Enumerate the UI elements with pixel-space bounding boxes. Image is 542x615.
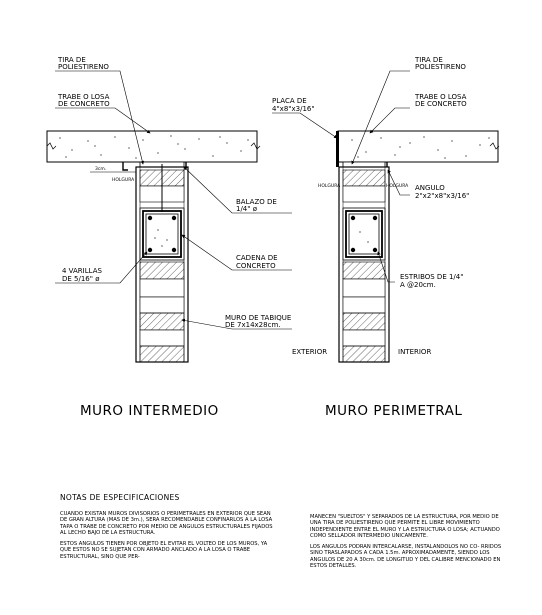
left-slab [47, 131, 257, 162]
right-placa-label-2: 4"x8"x3/16" [272, 105, 315, 113]
left-varillas-label-1: 4 VARILLAS [62, 267, 102, 275]
right-trabe-label-2: DE CONCRETO [415, 100, 467, 108]
left-detail-title: MURO INTERMEDIO [80, 403, 219, 419]
right-tira-label-2: POLIESTIRENO [415, 63, 466, 71]
right-slab [338, 131, 498, 162]
left-cadena-label-2: CONCRETO [236, 262, 276, 270]
left-muro-label-1: MURO DE TABIQUE [225, 314, 292, 322]
notes-paragraph: ESTOS ANGULOS TIENEN POR OBJETO EL EVITAR EL VOLTEO DE LOS MUROS, YA QUE ESTOS NO SE SUJETAN CON ARMADO ANCLADO A LA LOSA O TRABE ESTRUCTURAL, SINO QUE PER- [60, 541, 268, 560]
right-placa-label-1: PLACA DE [272, 97, 307, 105]
left-trabe-label-2: DE CONCRETO [58, 100, 110, 108]
notes-title: NOTAS DE ESPECIFICACIONES [60, 493, 180, 502]
left-rebar [148, 216, 152, 220]
right-estribos-label-1: ESTRIBOS DE 1/4" [400, 273, 464, 281]
right-estribos-label-2: A @20cm. [400, 281, 436, 289]
left-trabe-label-1: TRABE O LOSA [58, 93, 110, 101]
left-muro-label-2: DE 7x14x28cm. [225, 321, 281, 329]
right-polystyrene-strip [343, 162, 385, 167]
left-tira-label-2: POLIESTIRENO [58, 63, 109, 71]
right-exterior-label: EXTERIOR [292, 348, 328, 356]
left-balazo-label-2: 1/4" ø [236, 205, 257, 213]
right-tira-label-1: TIRA DE [415, 56, 443, 64]
left-cadena-label-1: CADENA DE [236, 254, 278, 262]
right-edge-plate [336, 131, 339, 167]
right-detail-title: MURO PERIMETRAL [325, 403, 463, 419]
notes-left-column [60, 511, 275, 565]
right-angulo-label-2: 2"x2"x8"x3/16" [415, 192, 470, 200]
left-balazo-label-1: BALAZO DE [236, 198, 277, 206]
notes-right-column [310, 514, 510, 574]
left-varillas-label-2: DE 5/16" ø [62, 275, 100, 283]
muro-perimetral-detail [272, 71, 499, 362]
right-angulo-label-1: ANGULO [415, 184, 445, 192]
notes-paragraph: CUANDO EXISTAN MUROS DIVISORIOS O PERIMETRALES EN EXTERIOR QUE SEAN DE GRAN ALTURA (MAS DE 3m.), SERA RECOMENDABLE CONFINARLOS A LA LOSA TAPA O TRABE DE CONCRETO POR MEDIO DE ANGULOS ESTRUCTURALES FIJADOS AL LECHO BAJO DE LA ESTRUCTURA. [60, 511, 273, 536]
right-holgura-label-right: HOLGURA [386, 184, 409, 189]
left-clip-left [123, 162, 128, 170]
left-tira-label-1: TIRA DE [58, 56, 86, 64]
right-trabe-label-1: TRABE O LOSA [415, 93, 467, 101]
left-gap-label: 3cm. [95, 167, 107, 172]
right-interior-label: INTERIOR [398, 348, 432, 356]
left-holgura-label: HOLGURA [112, 178, 135, 183]
notes-paragraph: MANECEN "SUELTOS" Y SEPARADOS DE LA ESTRUCTURA, POR MEDIO DE UNA TIRA DE POLIESTIRENO QUE PERMITE EL LIBRE MOVIMIENTO INDEPENDIENTE ENTRE EL MURO Y LA ESTRUCTURA O LOSA; ACTUANDO COMO SELLADOR INTERMEDIO UNICAMENTE. [310, 514, 500, 539]
notes-paragraph: LOS ANGULOS PODRAN INTERCALARSE, INSTALANDOLOS NO CO- RRIDOS SINO TRASLAPADOS A CADA 1.5m. APROXIMADAMENTE, SIENDO LOS ANGULOS DE 20 A 30cm. DE LONGITUD Y DEL CALIBRE MENCIONADO EN ESTOS DETALLES. [310, 544, 502, 570]
right-holgura-label-left: HOLGURA [318, 184, 341, 189]
